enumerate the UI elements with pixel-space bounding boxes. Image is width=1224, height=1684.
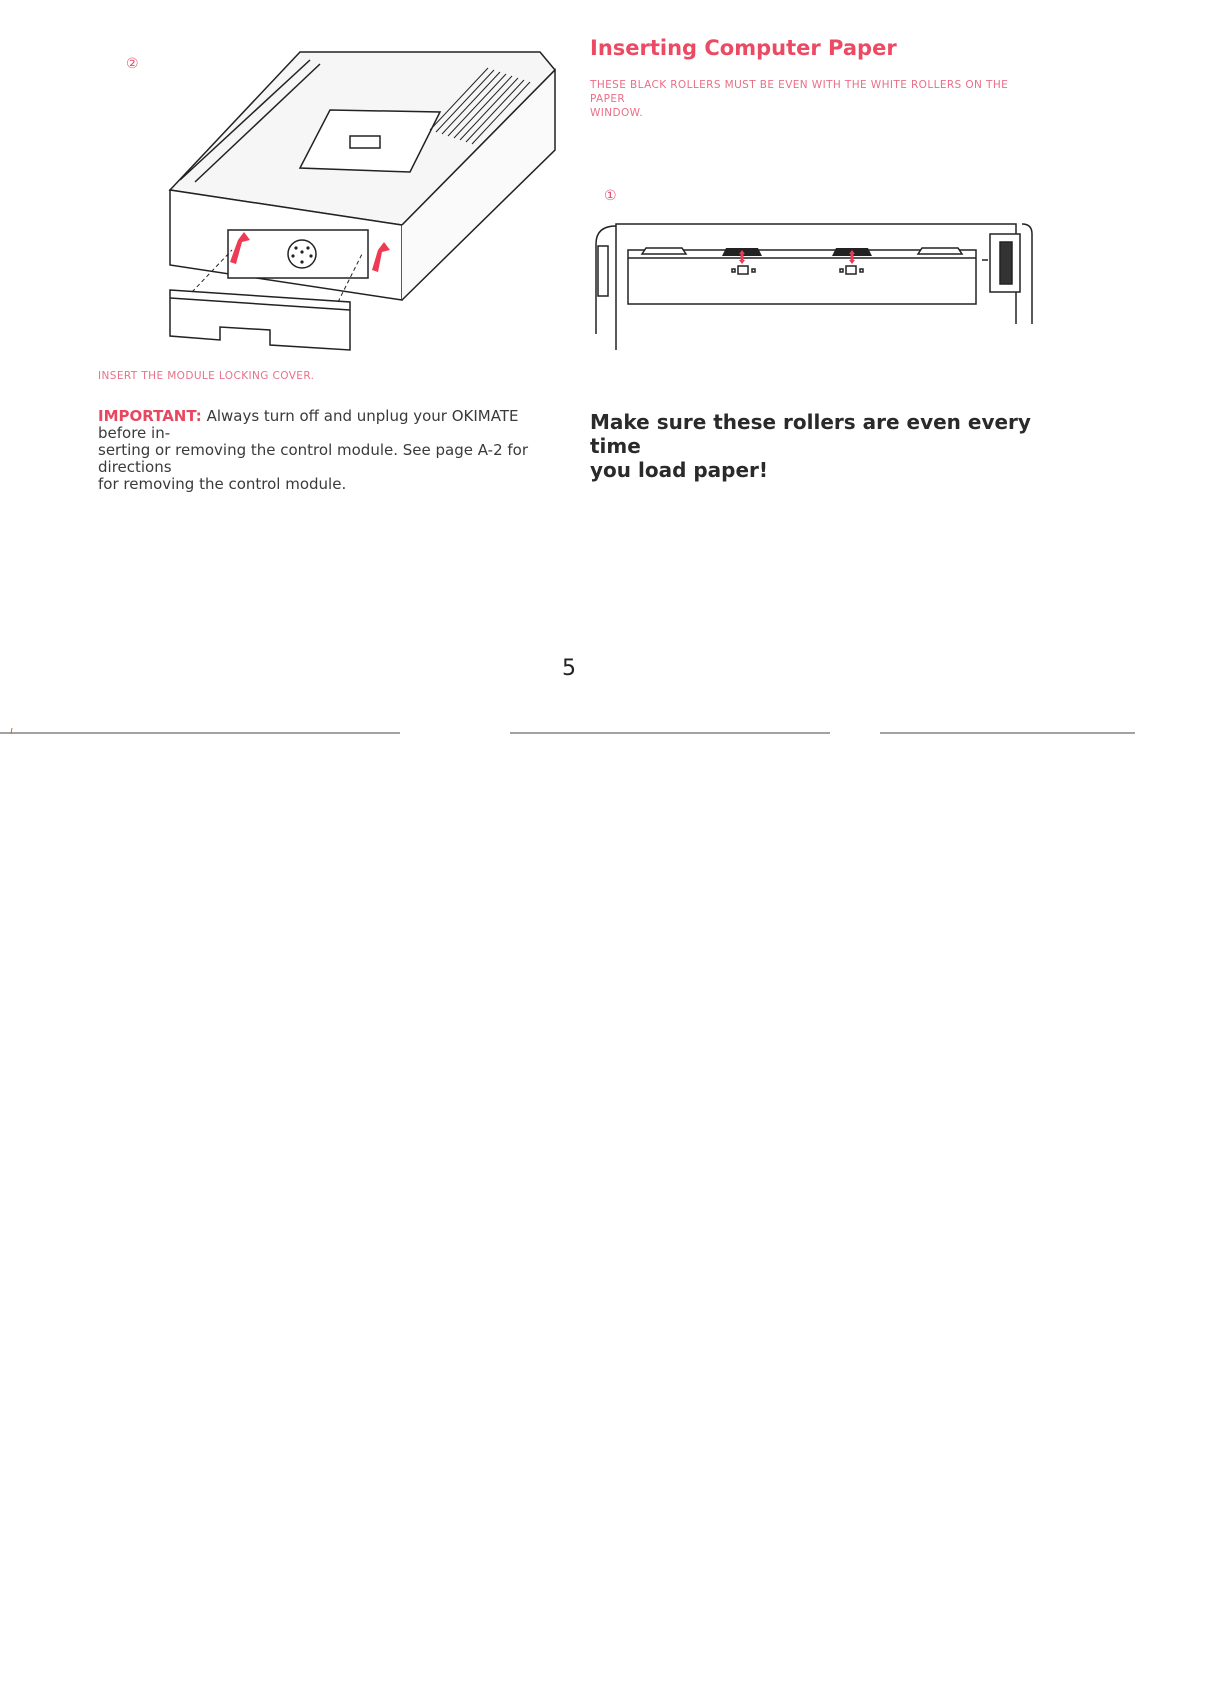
important-line-3: for removing the control module. bbox=[98, 475, 347, 493]
emphasis-note bbox=[590, 410, 1040, 482]
step-marker-2: ② bbox=[126, 56, 139, 72]
section-title: Inserting Computer Paper bbox=[590, 36, 897, 60]
step-marker-1: ① bbox=[604, 188, 617, 204]
printer-module-illustration bbox=[110, 40, 570, 380]
roller-note-line-1: THESE BLACK ROLLERS MUST BE EVEN WITH THE WHITE ROLLERS ON THE PAPER bbox=[590, 79, 1009, 105]
important-label: IMPORTANT: bbox=[98, 407, 202, 425]
important-line-1: Always turn off and unplug your OKIMATE before in- bbox=[98, 407, 519, 442]
page-number: 5 bbox=[562, 656, 576, 681]
important-note bbox=[98, 408, 546, 493]
roller-note bbox=[590, 78, 1040, 120]
figure-caption: INSERT THE MODULE LOCKING COVER. bbox=[98, 370, 315, 382]
important-line-2: serting or removing the control module. See page A-2 for directions bbox=[98, 441, 529, 476]
roller-note-line-2: WINDOW. bbox=[590, 107, 643, 119]
paper-window-illustration bbox=[586, 214, 1046, 354]
page-bottom-rule bbox=[0, 728, 1140, 738]
emphasis-line-1: Make sure these rollers are even every time bbox=[590, 410, 1031, 458]
emphasis-line-2: you load paper! bbox=[590, 458, 769, 482]
